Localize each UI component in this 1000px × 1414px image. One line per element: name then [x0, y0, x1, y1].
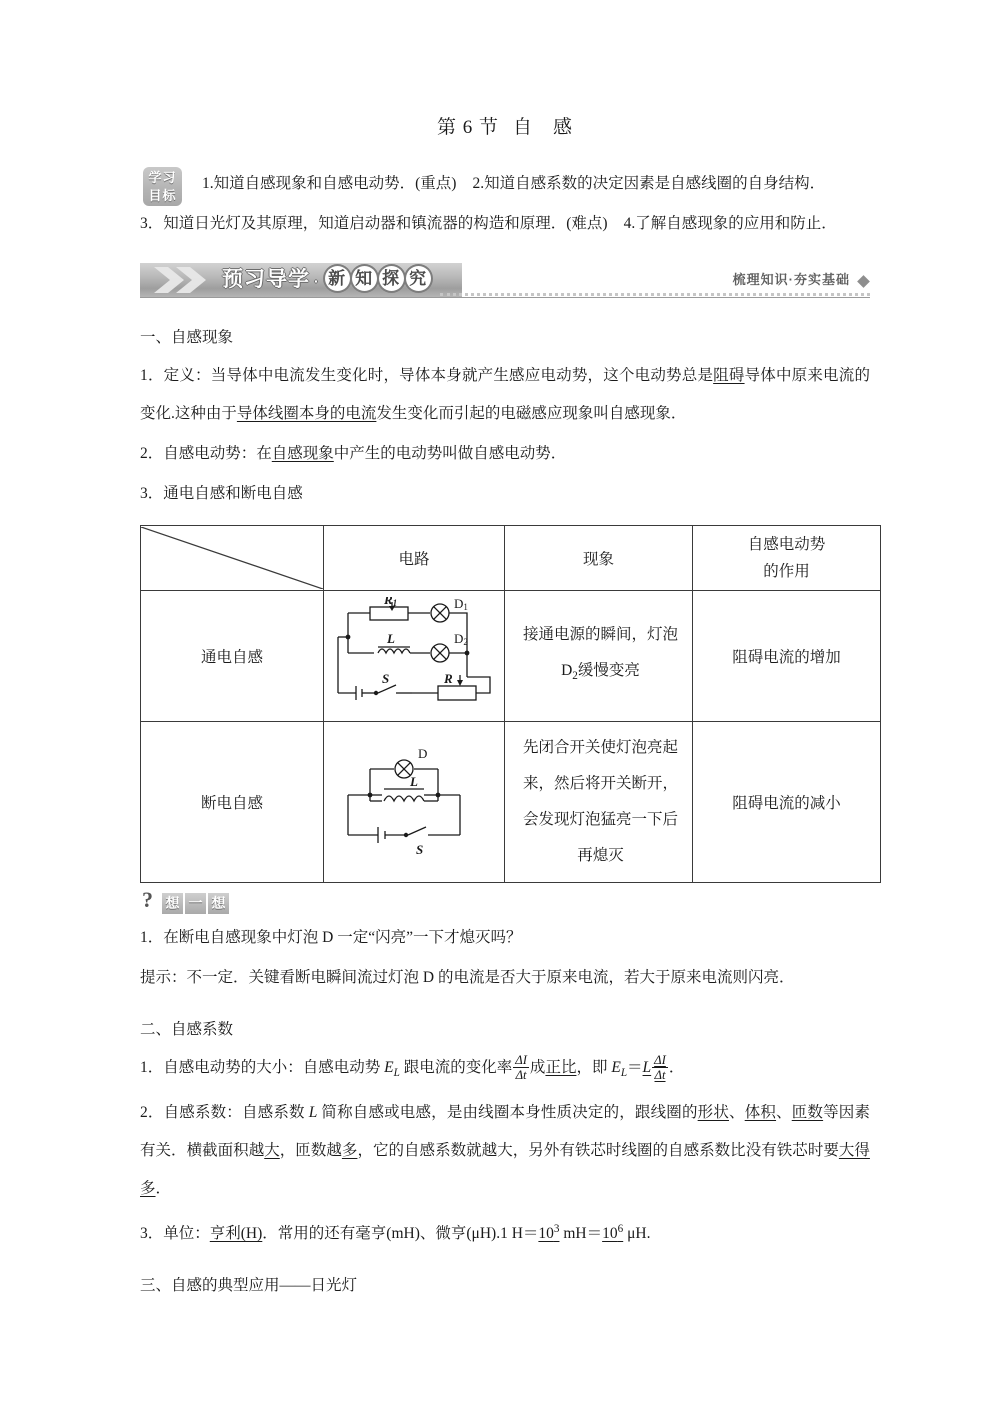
think-square-3: 想	[208, 893, 229, 914]
emf-text-a: 在	[256, 445, 272, 462]
page-title	[140, 112, 870, 139]
emf-keyword: 自感现象	[271, 445, 334, 462]
coefficient-text-c: 、	[729, 1104, 745, 1122]
badge-line-1: 学习	[148, 170, 177, 185]
formula-fraction-numerator: ΔI	[654, 1052, 666, 1067]
coefficient-text-f: ，匝数越	[279, 1142, 342, 1160]
badge-line-2: 目标	[148, 188, 177, 203]
section-number: 第 6 节	[436, 117, 499, 138]
fraction-numerator: ΔI	[515, 1052, 527, 1067]
think-question: 1．在断电自感现象中灯泡 D 一定“闪亮”一下才熄灭吗？	[140, 929, 522, 946]
circuit-diagram-on-icon	[326, 597, 502, 715]
banner-dashed-rule	[440, 293, 870, 296]
inductance-emf-paragraph	[140, 1049, 870, 1092]
double-chevron-icon	[154, 266, 224, 294]
circuit-label-d1: D1	[454, 597, 468, 612]
emf-size-text-d: ，即	[576, 1059, 612, 1076]
table-header-phenomenon: 现象	[505, 526, 693, 591]
table-intro-label: 3．通电自感和断电自感	[140, 485, 303, 502]
table-header-effect	[693, 526, 881, 591]
emf-size-text-c: 成	[529, 1059, 546, 1076]
objective-item-4: 4.了解自感现象的应用和防止．	[623, 215, 837, 232]
symbol-E-subscript: L	[393, 1067, 400, 1080]
unit-value-mh-exponent: 3	[553, 1223, 560, 1236]
row-label-switch-on: 通电自感	[141, 591, 324, 722]
coefficient-text-h: ．	[155, 1180, 172, 1198]
circuit-label-r1: R1	[384, 597, 398, 608]
objective-item-3: 3．知道日光灯及其原理，知道启动器和镇流器的构造和原理．(难点)	[140, 215, 608, 232]
definition-text-c: 发生变化而引起的电磁感应现象叫自感现象．	[376, 405, 687, 422]
coefficient-label: 2．自感系数：	[140, 1104, 242, 1122]
objective-paragraph-2	[140, 205, 870, 243]
unit-value-uh	[602, 1225, 623, 1242]
formula-fraction	[652, 1053, 668, 1082]
coefficient-text-a: 自感系数	[241, 1104, 309, 1122]
unit-text-b: mH＝	[559, 1225, 603, 1243]
inductance-coefficient-paragraph	[140, 1094, 870, 1208]
coefficient-keyword-3: 匝数	[791, 1104, 824, 1122]
phenomenon-text-a: 先闭合开关使灯泡亮起来，然后将开关断开，会发现灯泡猛亮一下后再熄灭	[522, 739, 678, 864]
self-induction-table	[140, 525, 881, 883]
banner-title-text: 预习导学	[222, 268, 310, 291]
formula-equals: ＝	[627, 1059, 643, 1076]
think-square-1: 想	[162, 893, 183, 914]
circuit-label-s: S	[382, 671, 390, 686]
section-3-heading: 三、自感的典型应用——日光灯	[140, 1277, 358, 1295]
emf-size-label: 1．自感电动势的大小：	[140, 1059, 303, 1076]
unit-paragraph	[140, 1210, 870, 1253]
fraction-delta-i-over-delta-t	[513, 1053, 529, 1082]
circuit-label-d: D	[418, 746, 428, 761]
coefficient-keyword-5: 多	[341, 1142, 358, 1160]
emf-paragraph	[140, 435, 870, 473]
page-content	[140, 0, 870, 1303]
circuit-label-r: R	[444, 671, 453, 686]
phenomenon-text-b: 缓慢变亮	[577, 662, 640, 680]
symbol-L: L	[308, 1104, 318, 1122]
banner-keyword-4: 究	[406, 266, 431, 291]
circuit-diagram-switch-on	[324, 591, 505, 722]
effect-switch-off: 阻碍电流的减小	[693, 722, 881, 883]
coefficient-keyword-2: 体积	[744, 1104, 777, 1122]
table-corner-cell	[141, 526, 324, 591]
unit-value-mh-base: 10	[538, 1225, 554, 1243]
unit-value-uh-base: 10	[602, 1225, 618, 1243]
table-row	[141, 591, 881, 722]
definition-text-a: 当导体中电流发生变化时，导体本身就产生感应电动势，这个电动势总是	[210, 367, 714, 384]
diagonal-divider-icon	[141, 527, 323, 589]
circuit-label-s: S	[416, 842, 424, 857]
phenomenon-text-a: 接通电源的瞬间，灯泡 D	[522, 626, 678, 680]
learning-objective-badge	[143, 167, 182, 206]
circuit-label-l: L	[387, 631, 395, 646]
circuit-label-d2: D2	[454, 631, 468, 647]
think-badge	[140, 887, 870, 917]
effect-switch-on: 阻碍电流的增加	[693, 591, 881, 722]
objective-paragraph-1	[140, 165, 870, 203]
coefficient-keyword-6: 大得多	[140, 1142, 870, 1198]
unit-keyword-henry: 亨利(H)	[209, 1225, 263, 1243]
formula-E: E	[611, 1059, 621, 1076]
banner-keyword-1: 新	[325, 266, 350, 291]
table-header-circuit: 电路	[324, 526, 505, 591]
objective-item-1: 1.知道自感现象和自感电动势．(重点)	[202, 175, 457, 192]
table-header-effect-line1: 自感电动势	[747, 536, 826, 553]
definition-label: 1．定义：	[140, 367, 211, 384]
diamond-icon	[857, 275, 870, 288]
emf-label: 2．自感电动势：	[140, 445, 257, 462]
emf-size-text-e: ．	[668, 1059, 685, 1076]
emf-text-b: 中产生的电动势叫做自感电动势．	[333, 445, 567, 462]
banner-separator: ·	[314, 273, 320, 289]
learning-objectives	[140, 165, 870, 243]
unit-label: 3．单位：	[140, 1225, 210, 1243]
question-mark-icon: ?	[142, 887, 153, 912]
coefficient-keyword-4: 大	[264, 1142, 280, 1160]
unit-value-uh-exponent: 6	[617, 1223, 624, 1236]
coefficient-text-e: 等因素有关．横截面积越	[140, 1104, 870, 1160]
coefficient-text-b: 简称自感或电感，是由线圈本身性质决定的，跟线圈的	[317, 1104, 698, 1122]
circuit-diagram-switch-off	[324, 722, 505, 883]
table-header-row	[141, 526, 881, 591]
table-row	[141, 722, 881, 883]
unit-text-c: μH.	[623, 1225, 651, 1243]
section-2-heading: 二、自感系数	[140, 1021, 234, 1038]
emf-size-keyword: 正比	[545, 1059, 577, 1076]
circuit-diagram-off-icon	[326, 739, 502, 865]
definition-keyword-2: 导体线圈本身的电流	[236, 405, 377, 422]
coefficient-text-g: ，它的自感系数就越大，另外有铁芯时线圈的自感系数比没有铁芯时要	[357, 1142, 839, 1160]
fraction-denominator: Δt	[513, 1067, 529, 1082]
definition-paragraph	[140, 357, 870, 433]
section-1-heading: 一、自感现象	[140, 329, 234, 346]
circuit-label-l: L	[410, 774, 418, 789]
objective-item-2: 2.知道自感系数的决定因素是自感线圈的自身结构．	[472, 175, 826, 192]
think-square-2: 一	[185, 893, 206, 914]
definition-text-b: 导体中原来电流的变化.这种由于	[140, 367, 870, 422]
symbol-E: E	[384, 1059, 394, 1076]
definition-keyword-1: 阻碍	[713, 367, 745, 384]
unit-text-a: ．常用的还有毫亨(mH)、微亨(μH).1 H＝	[262, 1225, 539, 1243]
emf-size-text-a: 自感电动势	[302, 1059, 385, 1076]
unit-value-mh	[538, 1225, 559, 1242]
phenomenon-sub: 2	[572, 670, 578, 683]
banner-subtitle: 梳理知识·夯实基础	[732, 272, 850, 287]
think-answer: 提示：不一定．关键看断电瞬间流过灯泡 D 的电流是否大于原来电流，若大于原来电流则闪亮．	[140, 969, 795, 986]
coefficient-text-d: 、	[776, 1104, 792, 1122]
section-banner	[140, 263, 870, 305]
banner-title	[222, 265, 432, 295]
phenomenon-switch-on	[505, 591, 693, 722]
emf-size-text-b: 跟电流的变化率	[399, 1059, 513, 1076]
phenomenon-switch-off	[505, 722, 693, 883]
section-name: 自 感	[513, 117, 574, 138]
formula-fraction-denominator: Δt	[652, 1067, 668, 1082]
banner-underline	[140, 297, 870, 298]
table-header-effect-line2: 的作用	[763, 563, 810, 580]
banner-keyword-3: 探	[379, 266, 404, 291]
formula-E-subscript: L	[620, 1067, 628, 1080]
coefficient-keyword-1: 形状	[697, 1104, 729, 1122]
formula-L: L	[642, 1059, 652, 1076]
row-label-switch-off: 断电自感	[141, 722, 324, 883]
banner-keyword-2: 知	[352, 266, 377, 291]
